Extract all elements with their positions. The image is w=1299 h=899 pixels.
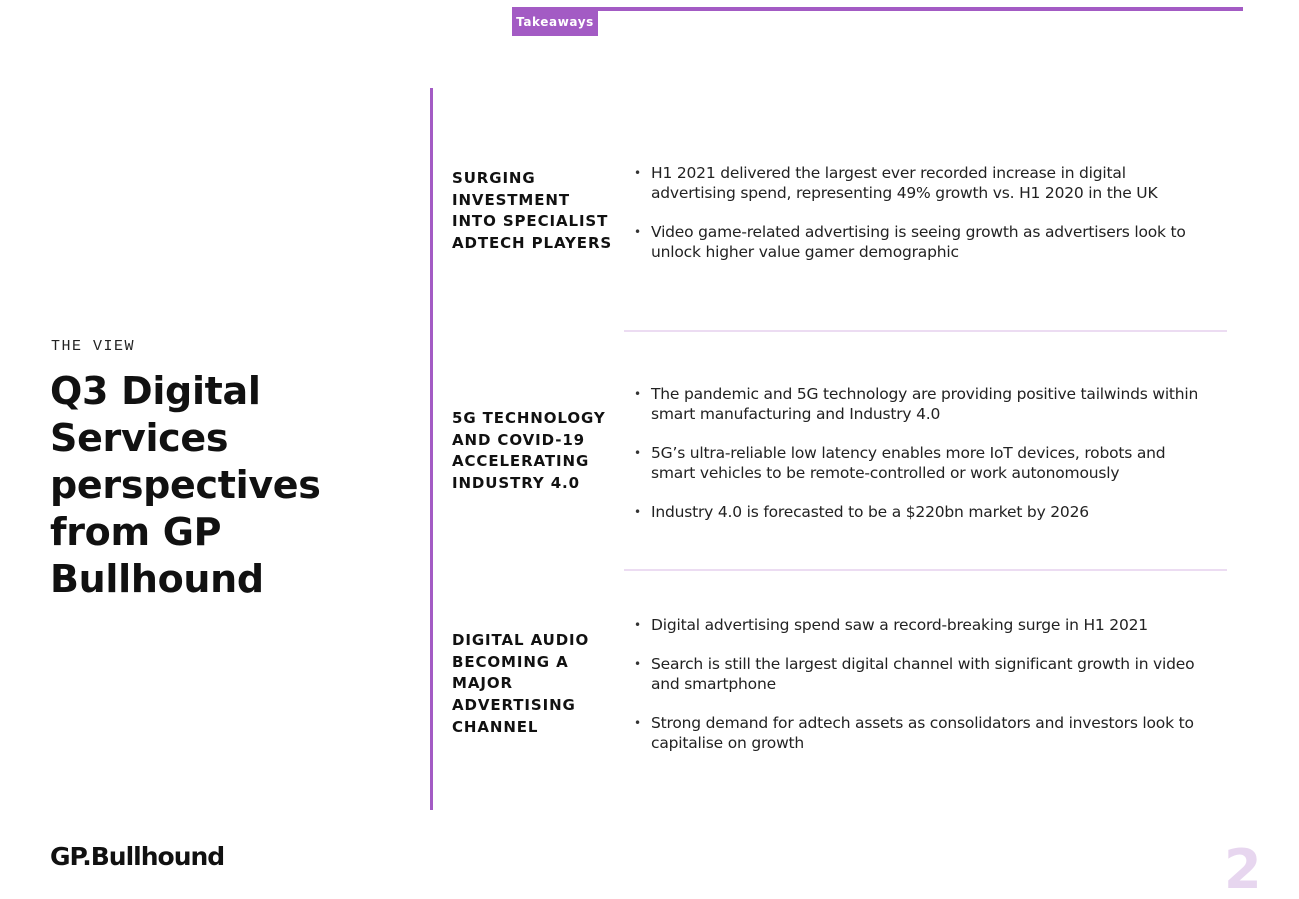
bullet-item: • Search is still the largest digital channel with significant growth in video and smartphone: [634, 654, 1209, 694]
bullet-list: [634, 163, 1209, 281]
section-divider: [624, 330, 1227, 332]
bullet-item: • Strong demand for adtech assets as consolidators and investors look to capitalise on growth: [634, 713, 1209, 753]
bullet-item: • Video game-related advertising is seeing growth as advertisers look to unlock higher value gamer demographic: [634, 222, 1209, 262]
eyebrow-label: THE VIEW: [51, 338, 136, 355]
top-accent-rule: [597, 7, 1243, 11]
bullet-item: • H1 2021 delivered the largest ever recorded increase in digital advertising spend, representing 49% growth vs. H1 2020 in the UK: [634, 163, 1209, 203]
bullet-list: [634, 615, 1209, 772]
takeaways-tag: Takeaways: [512, 7, 598, 36]
page-number: 2: [1224, 838, 1262, 899]
bullet-item: • The pandemic and 5G technology are providing positive tailwinds within smart manufacturing and Industry 4.0: [634, 384, 1209, 424]
bullet-item: • 5G’s ultra-reliable low latency enables more IoT devices, robots and smart vehicles to be remote-controlled or work autonomously: [634, 443, 1209, 483]
brand-logo: GP.Bullhound: [50, 842, 225, 871]
bullet-item: • Digital advertising spend saw a record-breaking surge in H1 2021: [634, 615, 1209, 635]
bullet-list: [634, 384, 1209, 541]
section-heading: 5G TECHNOLOGY AND COVID-19 ACCELERATING INDUSTRY 4.0: [452, 409, 606, 493]
vertical-divider: [430, 88, 433, 810]
section-heading: SURGING INVESTMENT INTO SPECIALIST ADTECH PLAYERS: [452, 169, 613, 253]
section-heading: DIGITAL AUDIO BECOMING A MAJOR ADVERTISING CHANNEL: [452, 631, 590, 736]
page-title: Q3 Digital Services perspectives from GP Bullhound: [50, 369, 321, 601]
bullet-item: • Industry 4.0 is forecasted to be a $220bn market by 2026: [634, 502, 1209, 522]
section-divider: [624, 569, 1227, 571]
